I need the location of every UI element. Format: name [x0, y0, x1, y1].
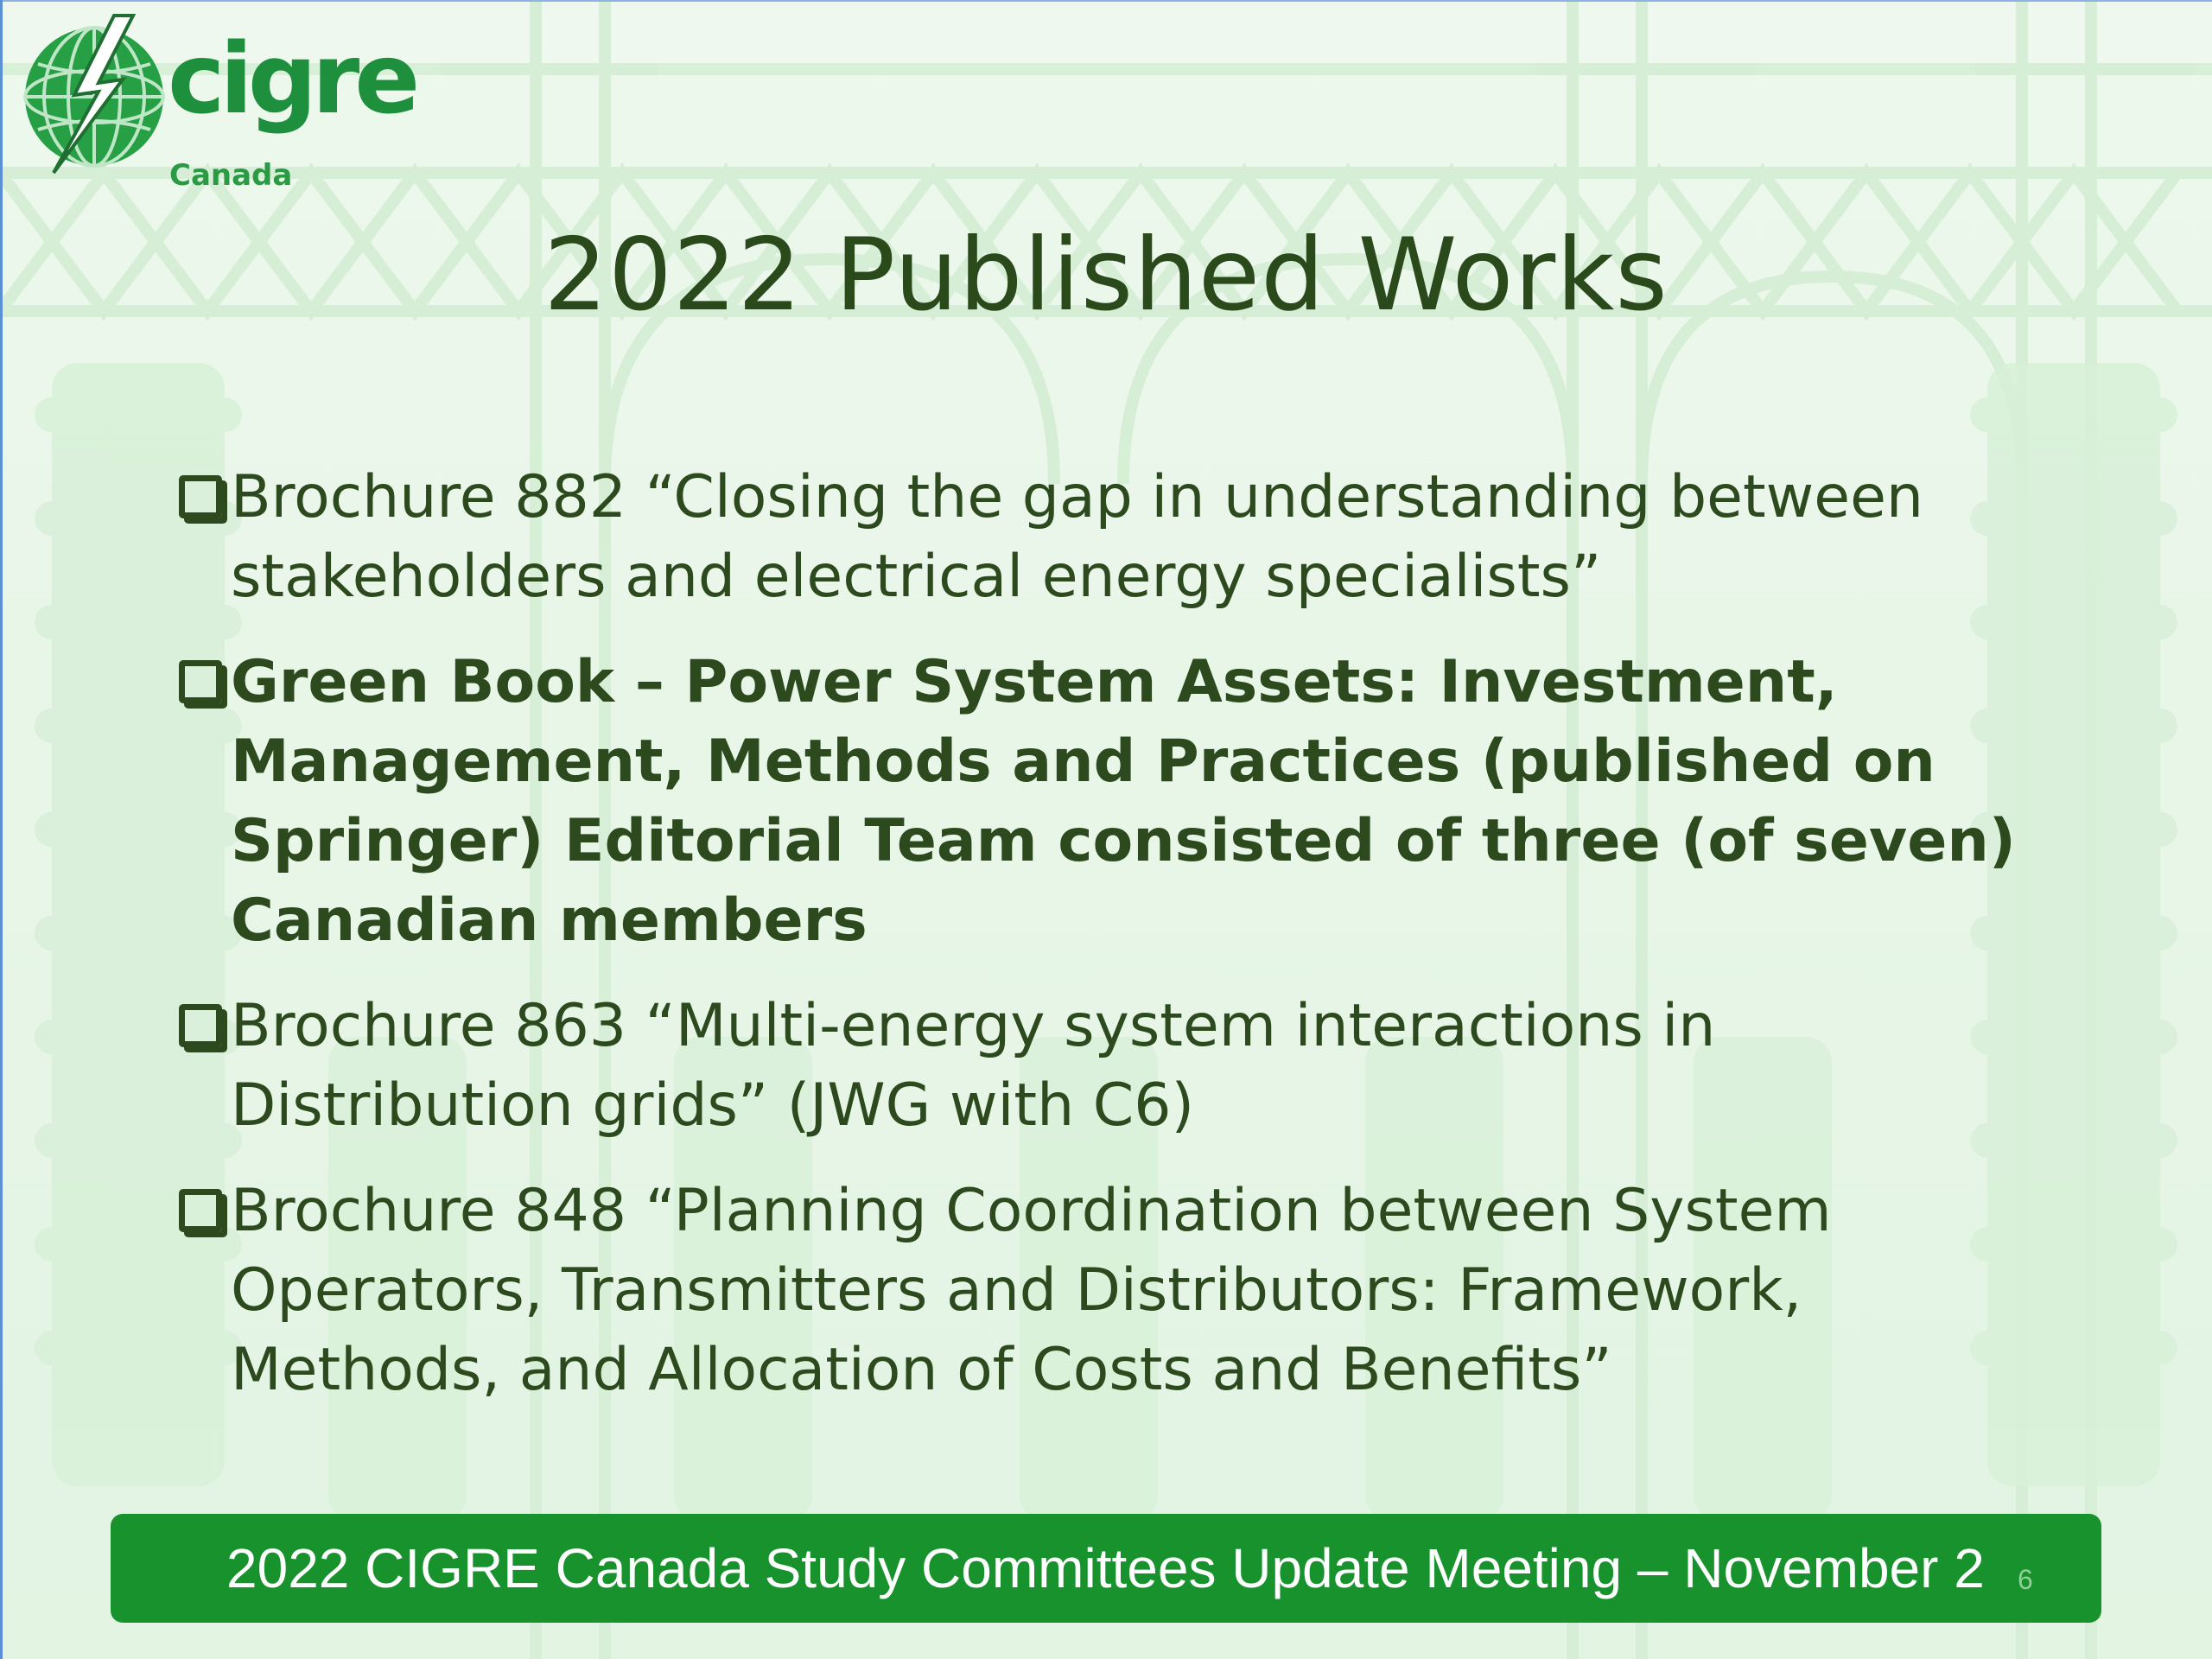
logo-subtitle: Canada — [169, 158, 293, 193]
bullet-text: Green Book – Power System Assets: Investment, Management, Methods and Practices (published on Springer) Editorial Team consisted of three (of seven) Canadian members — [231, 648, 2016, 955]
checkbox-bullet-icon — [179, 1189, 222, 1232]
bullet-item-brochure-863 — [177, 987, 2026, 1146]
bullet-text: Brochure 848 “Planning Coordination between System Operators, Transmitters and Distributors: Framework, Methods, and Allocation of Costs and Benefits” — [231, 1177, 1832, 1404]
slide-title: 2022 Published Works — [543, 217, 1669, 334]
checkbox-bullet-icon — [179, 475, 222, 518]
bullet-item-brochure-848 — [177, 1172, 2026, 1410]
footer-text: 2022 CIGRE Canada Study Committees Update Meeting – November 2 — [226, 1537, 1985, 1599]
top-edge-line — [0, 0, 2212, 2]
bullet-list — [177, 458, 2026, 1436]
bullet-text: Brochure 863 “Multi-energy system interactions in Distribution grids” (JWG with C6) — [231, 992, 1716, 1140]
cigre-globe-lightning-icon — [12, 12, 176, 176]
bullet-text: Brochure 882 “Closing the gap in understanding between stakeholders and electrical energy specialists” — [231, 463, 1924, 611]
checkbox-bullet-icon — [179, 1004, 222, 1047]
bullet-item-brochure-882 — [177, 458, 2026, 617]
logo-wordmark: cigre — [168, 23, 416, 136]
cigre-logo — [12, 12, 427, 194]
left-edge-line — [0, 0, 3, 1659]
page-number: 6 — [2018, 1564, 2033, 1595]
checkbox-bullet-icon — [179, 660, 222, 703]
bullet-item-green-book — [177, 643, 2026, 961]
